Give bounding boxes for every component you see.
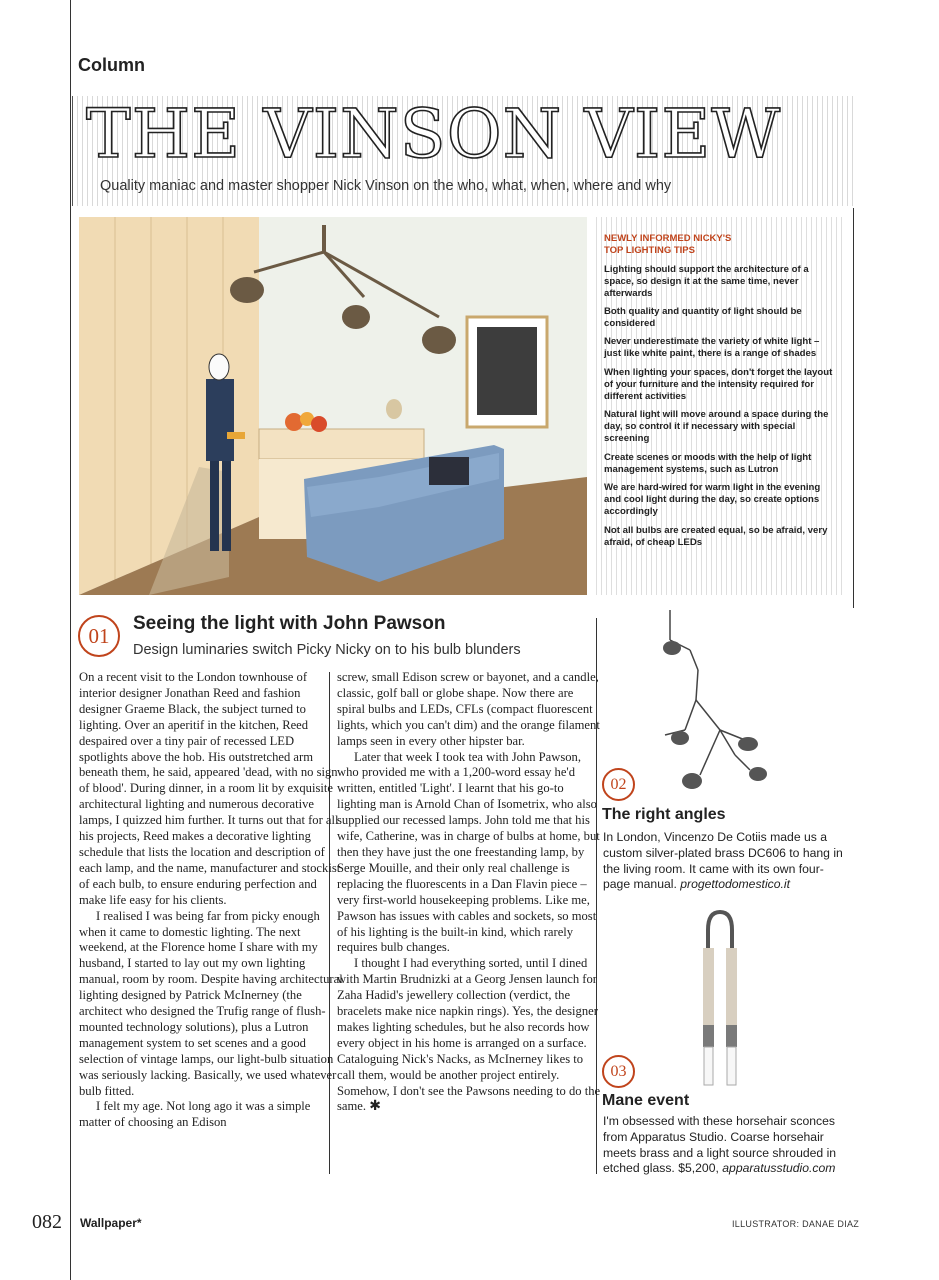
item-number-badge: 02 [602, 768, 635, 801]
page-subtitle: Quality maniac and master shopper Nick Vinson on the who, what, when, where and why [100, 178, 672, 194]
item-description-text: In London, Vincenzo De Cotiis made us a custom silver-plated brass DC606 to hang in the living room. It came with its own four-page manual. [603, 830, 843, 892]
page-number: 082 [32, 1211, 62, 1233]
article-paragraph: I realised I was being far from picky enough when it came to domestic lighting. The next weekend, at the Florence home I share with my husband, I started to lay out my own lighting manual, room by room. Despite having architectural lighting designed by Patrick McInerney (the architect who designed the Trufig range of flush-mounted technology solutions), plus a Lutron management system to set scenes and a good selection of vintage lamps, our light-bulb situation was seriously lacking. Basically, we used whatever bulb fitted. [79, 908, 343, 1098]
feature-subtitle: Design luminaries switch Picky Nicky on to his bulb blunders [133, 642, 521, 658]
tip-item: We are hard-wired for warm light in the evening and cool light during the day, so create options accordingly [604, 482, 821, 517]
tip-item: Not all bulbs are created equal, so be afraid, very afraid, of cheap LEDs [604, 525, 828, 548]
tips-heading [604, 233, 834, 256]
magazine-brand: Wallpaper* [80, 1216, 142, 1230]
article-paragraph [337, 956, 603, 1115]
article-paragraph: On a recent visit to the London townhouse of interior designer Jonathan Reed and fashion designer Graeme Black, the subject turned to lighting. Over an aperitif in the kitchen, Reed despaired over a tiny pair of recessed LED spotlights above the hob. His outstretched arm beneath them, he said, appeared 'dead, with no sign of blood'. During dinner, in a room lit by exquisite architectural lighting and numerous decorative lamps, I quizzed him further. It turns out that for all his projects, Reed makes a decorative lighting schedule that lists the location and description of each lamp, and the name, manufacturer and stockist of each bulb, to ensure enduring perfection and make life easy for his clients. [79, 670, 341, 907]
feature-title: Seeing the light with John Pawson [133, 613, 446, 634]
article-column-2 [337, 670, 603, 1115]
feature-number-badge: 01 [78, 615, 120, 657]
item-title: The right angles [602, 806, 726, 823]
item-number-badge: 03 [602, 1055, 635, 1088]
tip-item: Lighting should support the architecture of a space, so design it at the same time, never afterwards [604, 264, 809, 299]
item-description [603, 830, 848, 893]
horsehair-sconce-image [690, 910, 750, 1090]
tip-item: When lighting your spaces, don't forget the layout of your furniture and the intensity required for different activities [604, 367, 833, 402]
article-paragraph: Later that week I took tea with John Pawson, who provided me with a 1,200-word essay he'd written, entitled 'Light'. I learnt that his go-to lighting man is Arnold Chan of Isometrix, who also supplied our recessed lamps. John told me that his wife, Catherine, was in charge of bulbs at home, but then they have just the one freestanding lamp, by Serge Mouille, and their only real challenge is replacing the fluorescents in a Dan Flavin piece – very first-world housekeeping problems. Like me, Pawson has issues with cables and sockets, so most of his lighting is the built-in kind, which rarely requires bulb changes. [337, 749, 600, 955]
item-description-text: I'm obsessed with these horsehair sconces from Apparatus Studio. Coarse horsehair meets brass and a light source shrouded in etched glass. $5,200, [603, 1114, 837, 1176]
right-frame-rule [853, 208, 854, 608]
section-label: Column [78, 55, 145, 75]
illustrator-credit: ILLUSTRATOR: DANAE DIAZ [732, 1219, 860, 1229]
item-description [603, 1114, 848, 1177]
tips-heading-line2: TOP LIGHTING TIPS [604, 244, 695, 256]
tip-item: Create scenes or moods with the help of light management systems, such as Lutron [604, 452, 812, 475]
mobile-lamp-image [630, 610, 790, 800]
room-illustration [79, 217, 587, 595]
article-paragraph: screw, small Edison screw or bayonet, and a candle, classic, golf ball or globe shape. Now there are spiral bulbs and LEDs, CFLs (compact fluorescent lights, which you can't dim) and the orange filament lamps seen in every other hipster bar. [337, 670, 600, 748]
end-mark-icon: ✱ [369, 1098, 381, 1115]
tip-item: Natural light will move around a space during the day, so control it if necessary with special screening [604, 409, 829, 444]
tip-item: Never underestimate the variety of white light – just like white paint, there is a range of shades [604, 336, 820, 359]
item-title: Mane event [602, 1092, 690, 1109]
item-website-link[interactable]: apparatusstudio.com [722, 1161, 836, 1176]
page-title: THE VINSON VIEW [86, 95, 782, 173]
page-left-rule [70, 0, 71, 1280]
article-paragraph-text: I thought I had everything sorted, until I dined with Martin Brudnizki at a Georg Jensen launch for Zaha Hadid's jewellery collection (verdict, the bracelets make nice napkin rings). Yes, the designer makes lighting schedules, but he also records how every object in his home is arranged on a surface. Cataloguing Nick's Nacks, as McInerney likes to call them, would be another project entirely. Somehow, I don't see the Pawsons needing to do the same. [337, 956, 601, 1114]
tip-item: Both quality and quantity of light should be considered [604, 306, 802, 329]
article-column-1 [79, 670, 345, 1131]
tips-heading-line1: NEWLY INFORMED NICKY'S [604, 233, 732, 244]
item-website-link[interactable]: progettodomestico.it [680, 877, 790, 892]
article-paragraph: I felt my age. Not long ago it was a simple matter of choosing an Edison [79, 1099, 311, 1130]
